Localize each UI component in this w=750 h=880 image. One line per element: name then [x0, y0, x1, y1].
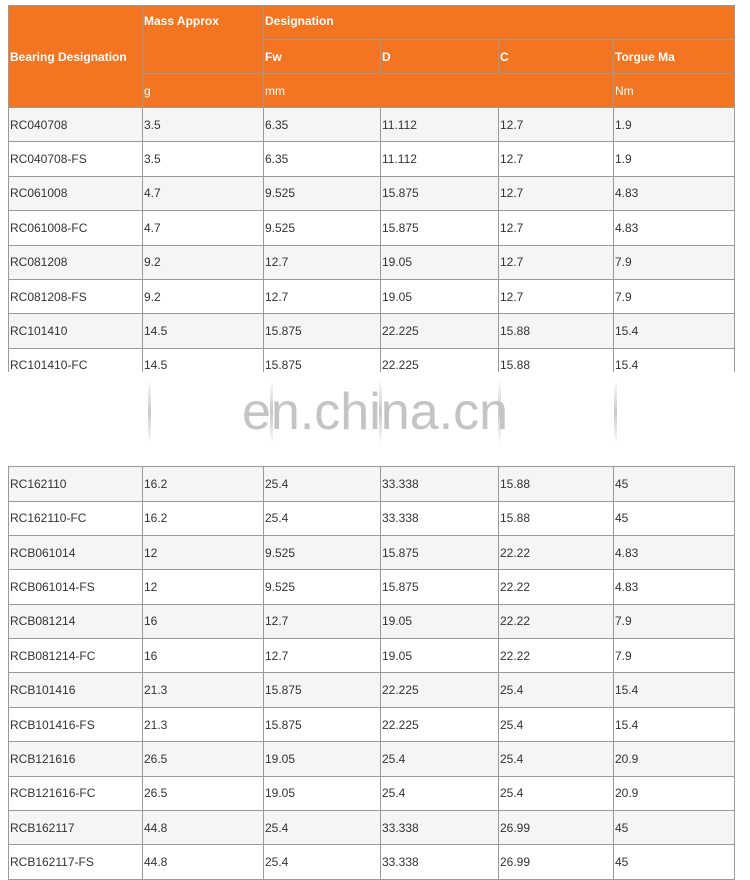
header-torque: Torgue Ma	[614, 40, 735, 74]
table-row	[9, 845, 735, 879]
cell-fw: 12.7	[264, 639, 381, 673]
cell-bearing: RCB061014-FS	[9, 570, 143, 604]
cell-fw: 9.525	[264, 570, 381, 604]
cell-bearing: RC040708-FS	[9, 142, 143, 176]
cell-c: 22.22	[499, 535, 614, 569]
cell-torque: 7.9	[614, 604, 735, 638]
cell-fw: 25.4	[264, 811, 381, 845]
cell-torque: 15.4	[614, 707, 735, 741]
cell-torque: 4.83	[614, 535, 735, 569]
table-row	[9, 570, 735, 604]
table-row	[9, 279, 735, 313]
table-row	[9, 535, 735, 569]
cell-d: 19.05	[381, 279, 499, 313]
table-row	[9, 776, 735, 810]
cell-d: 15.875	[381, 570, 499, 604]
cell-torque: 1.9	[614, 142, 735, 176]
table-row	[9, 673, 735, 707]
cell-torque: 45	[614, 467, 735, 501]
cell-c: 15.88	[499, 467, 614, 501]
cell-fw: 9.525	[264, 535, 381, 569]
cell-bearing: RC061008	[9, 176, 143, 210]
cell-d: 33.338	[381, 501, 499, 535]
table-row	[9, 811, 735, 845]
cell-torque: 20.9	[614, 742, 735, 776]
cell-d: 22.225	[381, 348, 499, 382]
cell-d: 15.875	[381, 211, 499, 245]
cell-fw: 25.4	[264, 845, 381, 879]
cell-mass: 16	[143, 639, 264, 673]
cell-fw: 12.7	[264, 279, 381, 313]
cell-d: 15.875	[381, 535, 499, 569]
cell-d: 25.4	[381, 776, 499, 810]
unit-torque: Nm	[614, 74, 735, 108]
cell-c: 15.88	[499, 501, 614, 535]
cell-fw: 12.7	[264, 604, 381, 638]
cell-bearing: RC061008-FC	[9, 211, 143, 245]
cell-bearing: RC101410-FC	[9, 348, 143, 382]
cell-fw: 25.4	[264, 501, 381, 535]
cell-fw: 15.875	[264, 314, 381, 348]
watermark-text: en.china.cn	[242, 383, 508, 441]
header-c: C	[499, 40, 614, 74]
table-row	[9, 467, 735, 501]
cell-c: 22.22	[499, 639, 614, 673]
cell-d: 11.112	[381, 142, 499, 176]
cell-bearing: RCB081214-FC	[9, 639, 143, 673]
cell-bearing: RCB162117	[9, 811, 143, 845]
unit-mass: g	[143, 74, 264, 108]
cell-fw: 15.875	[264, 707, 381, 741]
cell-d: 19.05	[381, 245, 499, 279]
cell-bearing: RCB101416-FS	[9, 707, 143, 741]
cell-c: 26.99	[499, 845, 614, 879]
cell-fw: 19.05	[264, 776, 381, 810]
cell-bearing: RCB162117-FS	[9, 845, 143, 879]
cell-bearing: RCB121616	[9, 742, 143, 776]
cell-mass: 16.2	[143, 467, 264, 501]
cell-c: 15.88	[499, 314, 614, 348]
cell-d: 25.4	[381, 742, 499, 776]
cell-bearing: RCB101416	[9, 673, 143, 707]
cell-mass: 12	[143, 570, 264, 604]
cell-torque: 4.83	[614, 570, 735, 604]
cell-mass: 44.8	[143, 845, 264, 879]
unit-dimensions: mm	[264, 74, 614, 108]
table-row	[9, 639, 735, 673]
cell-mass: 9.2	[143, 279, 264, 313]
cell-mass: 26.5	[143, 742, 264, 776]
cell-c: 26.99	[499, 811, 614, 845]
cell-d: 33.338	[381, 845, 499, 879]
header-row-1	[9, 6, 735, 40]
header-d: D	[381, 40, 499, 74]
cell-torque: 7.9	[614, 639, 735, 673]
cell-fw: 25.4	[264, 467, 381, 501]
header-designation: Designation	[264, 6, 735, 40]
cell-torque: 4.83	[614, 211, 735, 245]
cell-c: 25.4	[499, 673, 614, 707]
cell-bearing: RCB081214	[9, 604, 143, 638]
cell-bearing: RC162110	[9, 467, 143, 501]
cell-fw: 9.525	[264, 176, 381, 210]
cell-torque: 15.4	[614, 314, 735, 348]
cell-fw: 6.35	[264, 108, 381, 142]
cell-c: 22.22	[499, 604, 614, 638]
cell-mass: 4.7	[143, 176, 264, 210]
cell-d: 22.225	[381, 314, 499, 348]
cell-fw: 9.525	[264, 211, 381, 245]
watermark-band	[0, 372, 750, 452]
cell-mass: 21.3	[143, 673, 264, 707]
table-row	[9, 314, 735, 348]
cell-c: 12.7	[499, 176, 614, 210]
cell-d: 19.05	[381, 604, 499, 638]
cell-torque: 7.9	[614, 245, 735, 279]
cell-bearing: RC040708	[9, 108, 143, 142]
cell-c: 22.22	[499, 570, 614, 604]
cell-c: 12.7	[499, 211, 614, 245]
table-row	[9, 245, 735, 279]
cell-c: 12.7	[499, 142, 614, 176]
table-row	[9, 176, 735, 210]
cell-fw: 15.875	[264, 673, 381, 707]
cell-mass: 9.2	[143, 245, 264, 279]
cell-torque: 15.4	[614, 673, 735, 707]
cell-fw: 6.35	[264, 142, 381, 176]
table-body-top	[9, 108, 735, 383]
cell-bearing: RC081208-FS	[9, 279, 143, 313]
cell-torque: 4.83	[614, 176, 735, 210]
cell-c: 25.4	[499, 742, 614, 776]
cell-torque: 7.9	[614, 279, 735, 313]
cell-d: 19.05	[381, 639, 499, 673]
header-fw: Fw	[264, 40, 381, 74]
cell-c: 12.7	[499, 245, 614, 279]
cell-mass: 44.8	[143, 811, 264, 845]
cell-bearing: RCB121616-FC	[9, 776, 143, 810]
cell-mass: 16	[143, 604, 264, 638]
cell-mass: 14.5	[143, 348, 264, 382]
cell-torque: 45	[614, 845, 735, 879]
cell-d: 33.338	[381, 811, 499, 845]
cell-c: 25.4	[499, 707, 614, 741]
cell-torque: 45	[614, 811, 735, 845]
cell-mass: 12	[143, 535, 264, 569]
cell-c: 12.7	[499, 279, 614, 313]
table-row	[9, 211, 735, 245]
cell-torque: 45	[614, 501, 735, 535]
table-row	[9, 501, 735, 535]
table-body-bottom	[9, 467, 735, 880]
cell-d: 15.875	[381, 176, 499, 210]
cell-bearing: RCB061014	[9, 535, 143, 569]
cell-torque: 15.4	[614, 348, 735, 382]
cell-fw: 19.05	[264, 742, 381, 776]
cell-mass: 16.2	[143, 501, 264, 535]
cell-c: 25.4	[499, 776, 614, 810]
table-row	[9, 707, 735, 741]
table-row	[9, 108, 735, 142]
header-bearing-designation: Bearing Designation	[9, 6, 143, 108]
header-mass-approx: Mass Approx	[143, 6, 264, 74]
table-row	[9, 142, 735, 176]
cell-torque: 20.9	[614, 776, 735, 810]
table-row	[9, 604, 735, 638]
cell-d: 22.225	[381, 707, 499, 741]
cell-mass: 26.5	[143, 776, 264, 810]
cell-bearing: RC081208	[9, 245, 143, 279]
cell-bearing: RC101410	[9, 314, 143, 348]
cell-fw: 15.875	[264, 348, 381, 382]
cell-d: 11.112	[381, 108, 499, 142]
cell-mass: 3.5	[143, 108, 264, 142]
cell-d: 22.225	[381, 673, 499, 707]
cell-mass: 21.3	[143, 707, 264, 741]
cell-mass: 4.7	[143, 211, 264, 245]
cell-mass: 3.5	[143, 142, 264, 176]
table-row	[9, 742, 735, 776]
cell-c: 12.7	[499, 108, 614, 142]
cell-bearing: RC162110-FC	[9, 501, 143, 535]
cell-torque: 1.9	[614, 108, 735, 142]
cell-d: 33.338	[381, 467, 499, 501]
cell-fw: 12.7	[264, 245, 381, 279]
cell-mass: 14.5	[143, 314, 264, 348]
cell-c: 15.88	[499, 348, 614, 382]
